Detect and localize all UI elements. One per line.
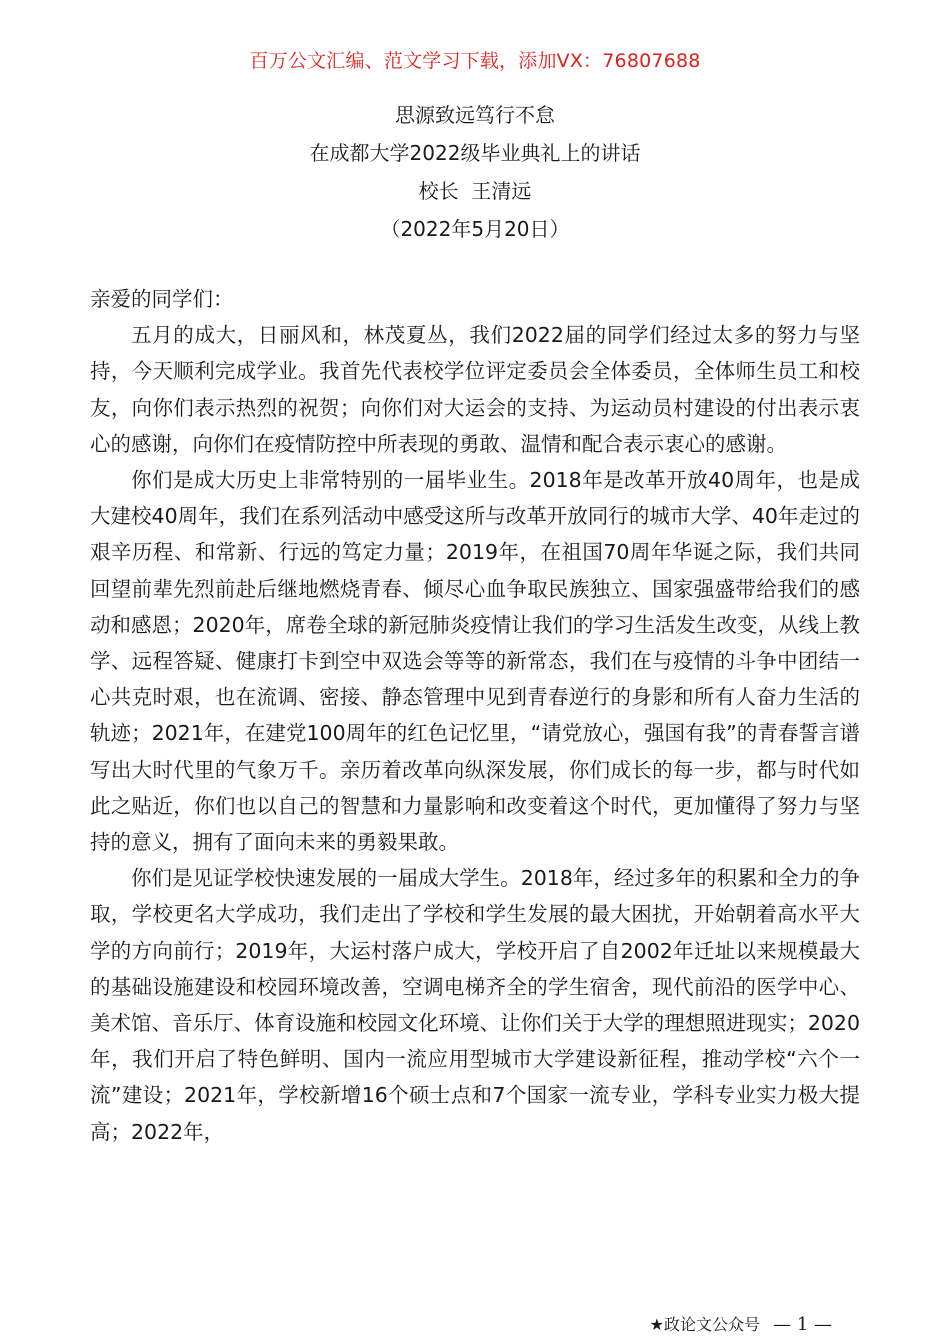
speaker-line: 校长 王清远 (418, 179, 532, 203)
paragraph-3: 你们是见证学校快速发展的一届成大学生。2018年，经过多年的积累和全力的争取，学校更名大学成功，我们走出了学校和学生发展的最大困扰，开始朝着高水平大学的方向前行；2019年，大运村落户成大，学校开启了自2002年迁址以来规模最大的基础设施建设和校园环境改善，空调电梯齐全的学生宿舍，现代前沿的医学中心、美术馆、音乐厅、体育设施和校园文化环境、让你们关于大学的理想照进现实；2020年，我们开启了特色鲜明、国内一流应用型城市大学建设新征程，推动学校“六个一流”建设；2021年，学校新增16个硕士点和7个国家一流专业，学科专业实力极大提高；2022年， (90, 866, 860, 1144)
speech-body (90, 281, 860, 1150)
download-banner: 百万公文汇编、范文学习下载，添加VX：76807688 (249, 50, 701, 72)
speech-date: （2022年5月20日） (380, 217, 570, 241)
paragraph-2: 你们是成大历史上非常特别的一届毕业生。2018年是改革开放40周年，也是成大建校40周年，我们在系列活动中感受这所与改革开放同行的城市大学、40年走过的艰辛历程、和常新、行远的笃定力量；2019年，在祖国70周年华诞之际，我们共同回望前辈先烈前赴后继地燃烧青春、倾尽心血争取民族独立、国家强盛带给我们的感动和感恩；2020年，席卷全球的新冠肺炎疫情让我们的学习生活发生改变，从线上教学、远程答疑、健康打卡到空中双选会等等的新常态，我们在与疫情的斗争中团结一心共克时艰，也在流调、密接、静态管理中见到青春逆行的身影和所有人奋力生活的轨迹；2021年，在建党100周年的红色记忆里，“请党放心，强国有我”的青春誓言谱写出大时代里的气象万千。亲历着改革向纵深发展，你们成长的每一步，都与时代如此之贴近，你们也以自己的智慧和力量影响和改变着这个时代，更加懂得了努力与坚持的意义，拥有了面向未来的勇毅果敢。 (90, 468, 860, 855)
page-number: — 1 — (773, 1314, 832, 1335)
footer-source: ★政论文公众号 (649, 1315, 760, 1334)
speech-title: 思源致远笃行不怠 (395, 103, 555, 127)
page-footer (650, 1312, 832, 1335)
greeting: 亲爱的同学们： (90, 287, 234, 311)
title-block (0, 96, 950, 248)
speech-subtitle: 在成都大学2022级毕业典礼上的讲话 (309, 141, 641, 165)
paragraph-1: 五月的成大，日丽风和，林茂夏丛，我们2022届的同学们经过太多的努力与坚持，今天顺利完成学业。我首先代表校学位评定委员会全体委员，全体师生员工和校友，向你们表示热烈的祝贺；向你们对大运会的支持、为运动员村建设的付出表示衷心的感谢，向你们在疫情防控中所表现的勇敢、温情和配合表示衷心的感谢。 (90, 323, 860, 456)
